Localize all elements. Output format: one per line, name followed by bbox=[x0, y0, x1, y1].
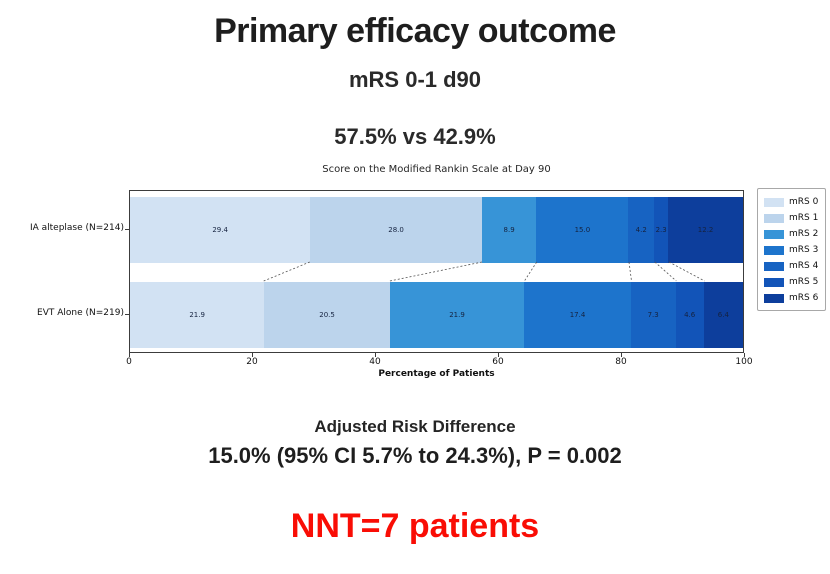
legend-item-mrs-5 bbox=[764, 274, 818, 290]
x-tick-label: 80 bbox=[615, 357, 627, 367]
segment-mrs-0 bbox=[130, 282, 264, 348]
legend-swatch bbox=[764, 246, 784, 255]
segment-mrs-5 bbox=[676, 282, 704, 348]
x-tick-label: 0 bbox=[126, 357, 132, 367]
legend-item-mrs-2 bbox=[764, 226, 818, 242]
legend-swatch bbox=[764, 230, 784, 239]
page-title: Primary efficacy outcome bbox=[214, 12, 616, 50]
segment-mrs-4 bbox=[631, 282, 676, 348]
segment-value-label: 4.2 bbox=[635, 226, 647, 234]
segment-value-label: 4.6 bbox=[684, 311, 696, 319]
legend-label: mRS 4 bbox=[789, 261, 819, 271]
segment-value-label: 6.4 bbox=[717, 311, 729, 319]
x-axis-label: Percentage of Patients bbox=[378, 369, 495, 379]
segment-value-label: 15.0 bbox=[574, 226, 591, 234]
segment-value-label: 8.9 bbox=[503, 226, 515, 234]
x-tick-label: 40 bbox=[369, 357, 381, 367]
legend-label: mRS 2 bbox=[789, 229, 819, 239]
legend-item-mrs-4 bbox=[764, 258, 818, 274]
legend-swatch bbox=[764, 278, 784, 287]
nnt-text: NNT=7 patients bbox=[290, 507, 540, 545]
y-tick-mark bbox=[125, 314, 129, 315]
legend bbox=[757, 188, 826, 311]
segment-value-label: 20.5 bbox=[319, 311, 335, 319]
comparison-percentages: 57.5% vs 42.9% bbox=[334, 124, 496, 149]
segment-value-label: 21.9 bbox=[449, 311, 465, 319]
legend-item-mrs-1 bbox=[764, 210, 818, 226]
legend-label: mRS 0 bbox=[789, 197, 819, 207]
legend-label: mRS 5 bbox=[789, 277, 819, 287]
segment-mrs-5 bbox=[654, 197, 668, 263]
risk-difference-value: 15.0% (95% CI 5.7% to 24.3%), P = 0.002 bbox=[208, 443, 622, 468]
risk-difference-label: Adjusted Risk Difference bbox=[314, 417, 516, 436]
page-subtitle: mRS 0-1 d90 bbox=[348, 67, 482, 92]
segment-value-label: 7.3 bbox=[647, 311, 659, 319]
segment-mrs-6 bbox=[704, 282, 743, 348]
segment-value-label: 17.4 bbox=[569, 311, 586, 319]
segment-mrs-4 bbox=[628, 197, 654, 263]
legend-label: mRS 6 bbox=[789, 293, 819, 303]
legend-swatch bbox=[764, 294, 784, 303]
chart-title: Score on the Modified Rankin Scale at Day 90 bbox=[322, 164, 551, 175]
segment-mrs-6 bbox=[668, 197, 743, 263]
segment-value-label: 29.4 bbox=[212, 226, 228, 234]
segment-mrs-2 bbox=[390, 282, 524, 348]
bar-ia-alteplase bbox=[130, 197, 743, 263]
segment-mrs-3 bbox=[524, 282, 631, 348]
y-tick-mark bbox=[125, 229, 129, 230]
segment-mrs-0 bbox=[130, 197, 310, 263]
segment-value-label: 12.2 bbox=[697, 226, 714, 234]
legend-label: mRS 1 bbox=[789, 213, 819, 223]
bar-evt-alone bbox=[130, 282, 743, 348]
segment-value-label: 2.3 bbox=[655, 226, 667, 234]
x-tick-label: 100 bbox=[735, 357, 753, 367]
segment-mrs-1 bbox=[310, 197, 482, 263]
legend-item-mrs-0 bbox=[764, 194, 818, 210]
legend-swatch bbox=[764, 198, 784, 207]
y-axis-category-label: EVT Alone (N=219) bbox=[37, 308, 124, 318]
legend-swatch bbox=[764, 214, 784, 223]
segment-mrs-2 bbox=[482, 197, 537, 263]
segment-value-label: 28.0 bbox=[388, 226, 404, 234]
x-tick-label: 20 bbox=[246, 357, 258, 367]
legend-label: mRS 3 bbox=[789, 245, 819, 255]
segment-connector-lines bbox=[129, 262, 744, 281]
y-axis-category-label: IA alteplase (N=214) bbox=[29, 223, 124, 233]
segment-value-label: 21.9 bbox=[189, 311, 205, 319]
legend-item-mrs-3 bbox=[764, 242, 818, 258]
x-tick-label: 60 bbox=[492, 357, 504, 367]
legend-item-mrs-6 bbox=[764, 290, 818, 306]
legend-swatch bbox=[764, 262, 784, 271]
segment-mrs-1 bbox=[264, 282, 390, 348]
segment-mrs-3 bbox=[536, 197, 628, 263]
